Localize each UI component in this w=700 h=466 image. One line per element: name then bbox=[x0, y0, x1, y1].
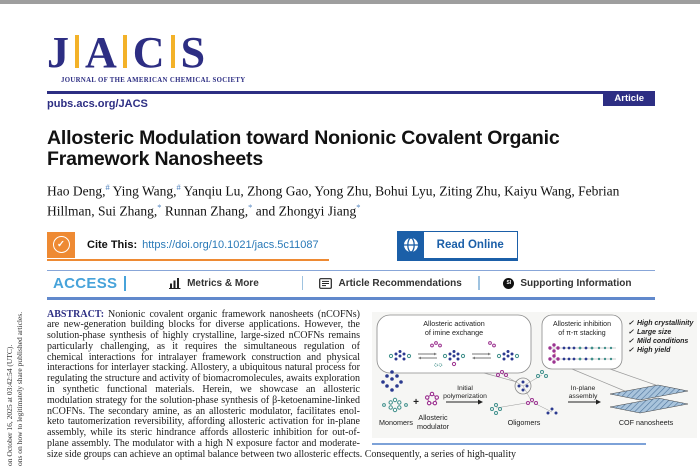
download-notice bbox=[5, 246, 24, 466]
page-top-strip bbox=[0, 0, 700, 4]
logo-letter-s: S bbox=[180, 28, 206, 77]
cite-this-button[interactable] bbox=[47, 231, 329, 261]
checklist-item: High crystallinity bbox=[637, 319, 694, 327]
supporting-label: Supporting Information bbox=[520, 277, 632, 289]
supporting-info-link[interactable] bbox=[480, 278, 655, 289]
check-glyph: ✓ bbox=[53, 236, 70, 253]
monomers-label: Monomers bbox=[379, 417, 413, 427]
jacs-logo bbox=[47, 30, 655, 76]
read-online-button[interactable] bbox=[397, 231, 518, 261]
plus-sign: + bbox=[413, 396, 419, 408]
logo-letter-c: C bbox=[132, 28, 165, 77]
cite-check-icon bbox=[47, 232, 75, 258]
arrow2-label-line2: assembly bbox=[568, 392, 598, 400]
graphical-abstract bbox=[372, 312, 697, 438]
modulator-molecule bbox=[426, 392, 439, 405]
read-online-label: Read Online bbox=[436, 238, 504, 251]
checklist-item: Large size bbox=[637, 328, 672, 336]
cof-nanosheets-graphic bbox=[610, 385, 688, 413]
callout-inhibition-line1: Allosteric inhibition bbox=[553, 320, 611, 328]
abstract-heading: ABSTRACT: bbox=[47, 308, 105, 320]
page-content bbox=[47, 28, 694, 461]
modulator-label-line2: modulator bbox=[417, 421, 449, 431]
recommendations-label: Article Recommendations bbox=[338, 277, 462, 289]
si-glyph: SI bbox=[506, 280, 512, 286]
callout-inhibition-line2: of π-π stacking bbox=[558, 329, 606, 337]
check-icon: ✓ bbox=[628, 346, 634, 354]
modulator-label-line1: Allosteric bbox=[418, 412, 448, 422]
logo-divider bbox=[123, 35, 127, 68]
doi-link[interactable]: https://doi.org/10.1021/jacs.5c11087 bbox=[142, 238, 319, 251]
access-bar bbox=[47, 270, 655, 300]
globe-icon bbox=[398, 232, 424, 258]
access-link[interactable]: ACCESS bbox=[53, 274, 118, 292]
metrics-link[interactable] bbox=[126, 277, 301, 289]
article-card-icon bbox=[319, 278, 332, 289]
check-icon: ✓ bbox=[628, 337, 634, 345]
callout-activation-line2: of imine exchange bbox=[424, 327, 484, 337]
article-title: Allosteric Modulation toward Nonionic Covalent Organic Framework Nanosheets bbox=[47, 126, 560, 170]
si-icon bbox=[503, 278, 514, 289]
checklist-item: High yield bbox=[637, 346, 671, 354]
download-notice-line1: on October 16, 2025 at 03:42:54 (UTC). bbox=[5, 344, 14, 466]
logo-divider bbox=[171, 35, 175, 68]
arrow2-label-line1: In-plane bbox=[570, 384, 596, 392]
abstract-body: Nonionic covalent organic framework nanosheets (nCOFNs) are new-generation building blocks for diverse applications. However, the solution-phase synthesis of highly crystalline, large-sized nCOFNs remains particularly challenging, as it requires the simultaneous regulation of chemical interactions for intralayer framework construction and physical interactions for interlayer stacking. Allostery, a ubiquitous natural process for regulating the structure and activity of biomacromolecules, awaits exploration in synthetic functional materials. Herein, we showcase an allosteric modulation strategy for the solution-phase synthesis of β-ketoenamine-linked nCOFNs. The secondary amine, as an allosteric modulator, facilitates enol-keto tautomerization reversibility, affording allosteric activation for in-plane assembly, while its steric hindrance affords allosteric inhibition for out-of-plane assembly. The modulator with a high N exposure factor and moderate-size side groups can achieve an optimal balance between two allosteric effects. Consequently, a series of high-quality bbox=[47, 308, 517, 460]
bar-chart-icon bbox=[169, 277, 181, 289]
benefits-checklist bbox=[628, 320, 695, 354]
recommendations-link[interactable] bbox=[303, 278, 478, 289]
cite-label: Cite This: bbox=[87, 238, 138, 251]
article-type-badge: Article bbox=[603, 91, 655, 106]
logo-letter-j: J bbox=[47, 28, 69, 77]
check-icon: ✓ bbox=[628, 319, 634, 327]
author-list: Hao Deng,# Ying Wang,# Yanqiu Lu, Zhong Gao, Yong Zhu, Bohui Lyu, Ziting Zhu, Kaiyu Wang, Febrian Hillman, Sui Zhang,* Runnan Zhang,* and Zhongyi Jiang* bbox=[47, 181, 620, 219]
check-icon: ✓ bbox=[628, 328, 634, 336]
cite-row bbox=[47, 231, 655, 261]
metrics-label: Metrics & More bbox=[187, 277, 259, 289]
journal-tagline: JOURNAL OF THE AMERICAN CHEMICAL SOCIETY bbox=[61, 77, 246, 84]
graphical-abstract-figure bbox=[372, 312, 697, 438]
abstract-section bbox=[47, 308, 694, 461]
checklist-item: Mild conditions bbox=[637, 337, 689, 345]
logo-letter-a: A bbox=[85, 28, 117, 77]
monomers-molecules bbox=[381, 370, 407, 412]
journal-url-link[interactable]: pubs.acs.org/JACS bbox=[47, 97, 148, 110]
nanosheets-label: COF nanosheets bbox=[618, 417, 674, 427]
oligomers-label: Oligomers bbox=[507, 417, 541, 427]
arrow1-label-line2: polymerization bbox=[443, 392, 487, 400]
download-notice-line2: ons on how to legitimately share published articles. bbox=[14, 311, 24, 466]
callout-activation-line1: Allosteric activation bbox=[423, 318, 485, 328]
logo-divider bbox=[75, 35, 79, 68]
arrow1-label-line1: Initial bbox=[457, 384, 473, 392]
oligomers-molecules bbox=[491, 370, 558, 414]
